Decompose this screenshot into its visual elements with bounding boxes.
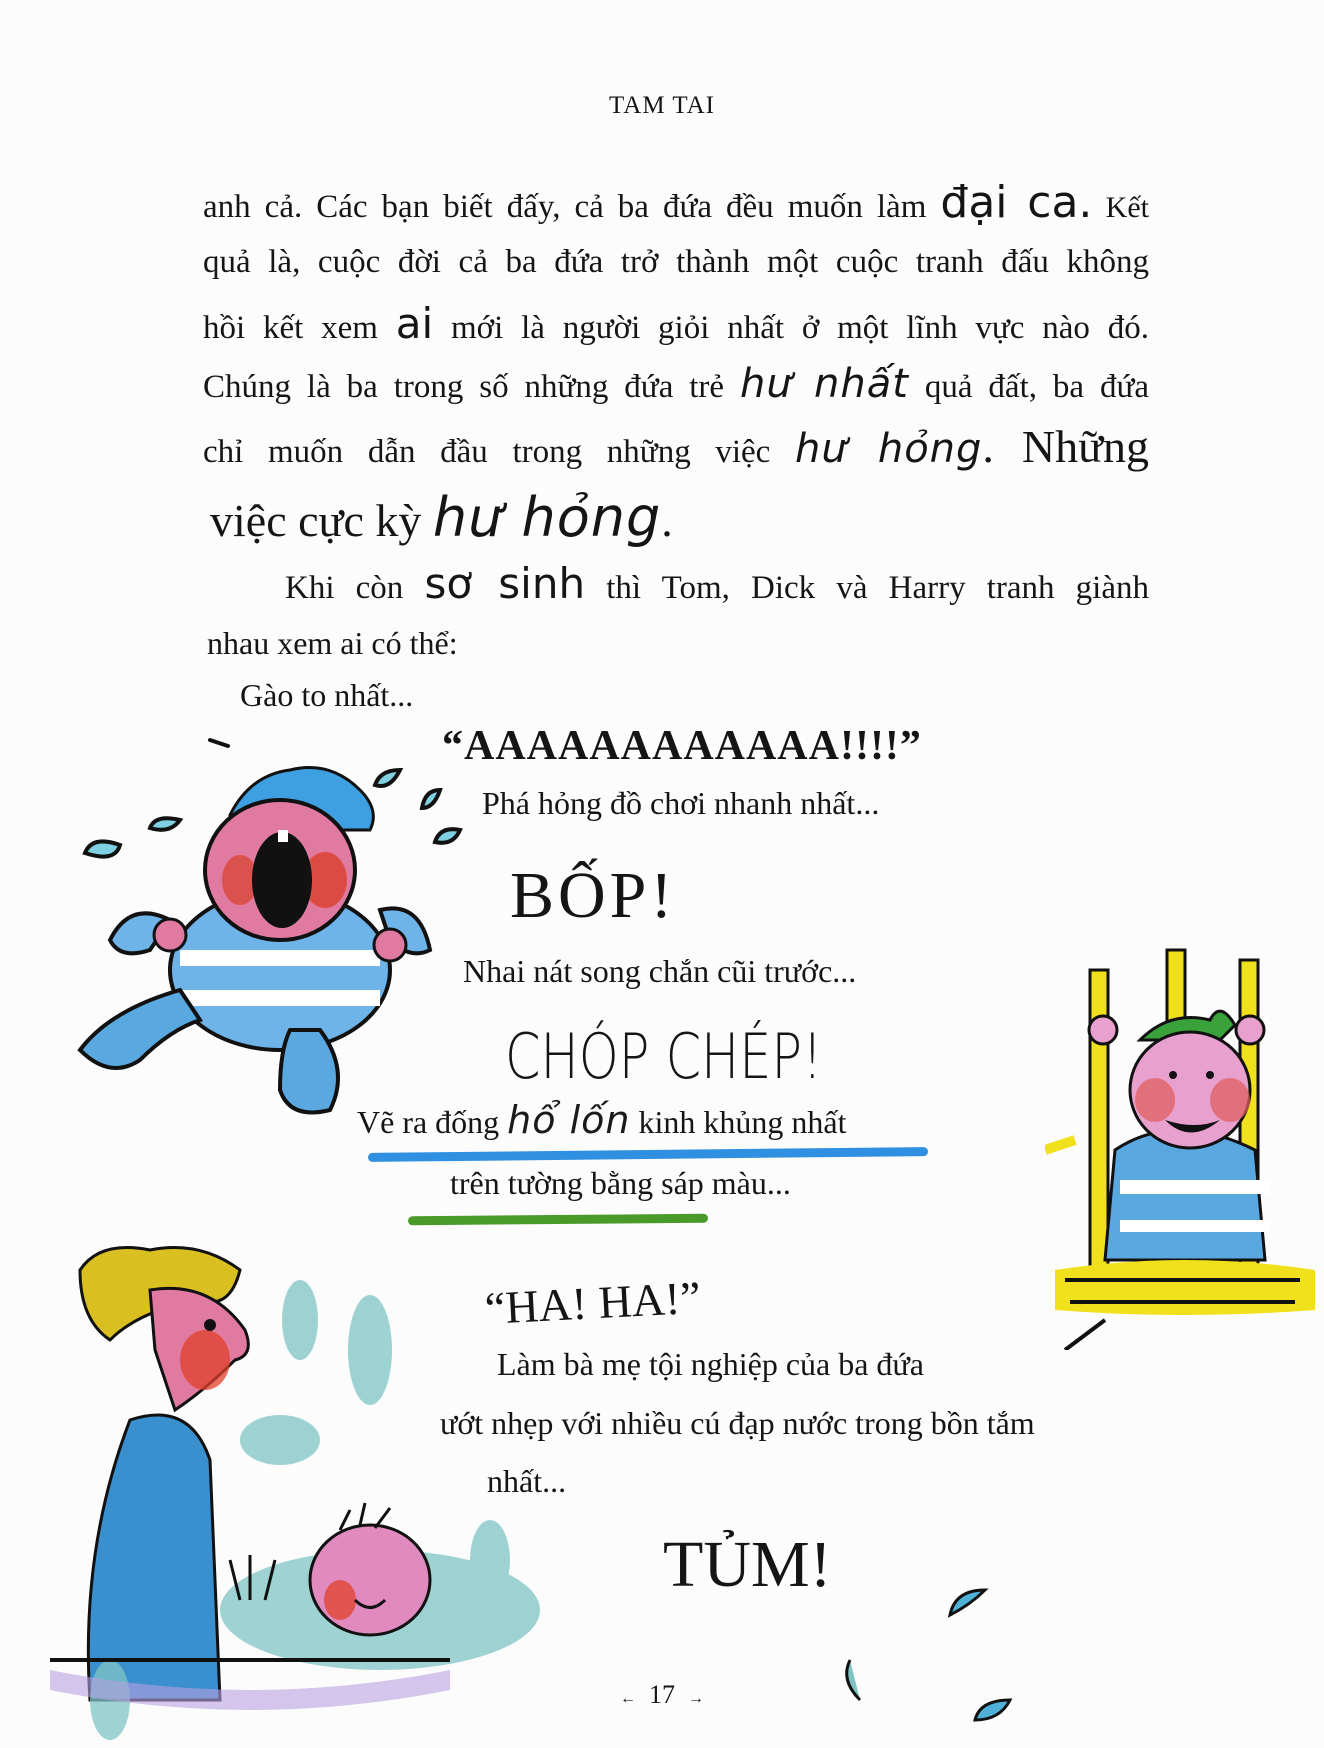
page-number-value: 17 [649, 1680, 675, 1709]
text: Vẽ ra đống [357, 1104, 508, 1140]
text: hồi kết xem [203, 310, 396, 346]
text: chỉ muốn dẫn đầu trong những việc [203, 434, 795, 470]
paragraph1-line5 [203, 421, 1149, 472]
item2-label: Phá hỏng đồ chơi nhanh nhất... [482, 785, 880, 821]
paragraph2-line1 [285, 560, 1149, 612]
paragraph1-line2: quả là, cuộc đời cả ba đứa trở thành một cuộc tranh đấu không [203, 244, 1149, 280]
text: quả đất, ba đứa [908, 369, 1149, 405]
text: thì Tom, Dick và Harry tranh giành [585, 570, 1150, 606]
crying-baby-illustration [60, 730, 480, 1130]
paragraph2-line2: nhau xem ai có thể: [207, 625, 458, 661]
item5-sound: “HA! HA!” [483, 1271, 702, 1334]
emphasis-ho-lon: hổ lốn [507, 1098, 631, 1142]
arrow-right-icon: → [688, 1690, 704, 1707]
arrow-left-icon: ← [620, 1690, 636, 1707]
paragraph1-line6 [210, 486, 673, 549]
text: . [661, 495, 673, 546]
emphasis-hu-hong-large: hư hỏng [432, 486, 662, 549]
item6-sound: TỦM! [663, 1528, 832, 1601]
item3-sound: CHÓP CHÉP! [505, 1020, 823, 1093]
emphasis-hu-hong: hư hỏng [795, 426, 983, 472]
text: việc cực kỳ [210, 495, 433, 546]
item1-sound: “AAAAAAAAAAAA!!!!” [442, 723, 922, 769]
text: Kết [1092, 191, 1149, 224]
item1-label: Gào to nhất... [240, 677, 414, 713]
running-head: TAM TAI [609, 92, 715, 119]
text: anh cả. Các bạn biết đấy, cả ba đứa đều muốn làm [203, 189, 941, 225]
green-crayon-underline [408, 1214, 708, 1226]
item6-label-line2: ướt nhẹp với nhiều cú đạp nước trong bồn tắm [440, 1405, 1035, 1441]
emphasis-dai-ca: đại ca. [940, 177, 1093, 228]
text: mới là người giỏi nhất ở một lĩnh vực nào đó. [433, 310, 1149, 346]
paragraph1-line3 [203, 299, 1149, 348]
item6-label-line1: Làm bà mẹ tội nghiệp của ba đứa [497, 1346, 924, 1382]
paragraph1-line4 [203, 361, 1149, 407]
emphasis-so-sinh: sơ sinh [424, 559, 586, 608]
item6-label-line3: nhất... [487, 1463, 567, 1499]
text: Khi còn [285, 570, 425, 606]
emphasis-hu-nhat: hư nhất [739, 361, 909, 407]
text: . Những [982, 421, 1149, 472]
water-drop-icons [820, 1580, 1120, 1740]
baby-in-crib-illustration [1045, 930, 1324, 1350]
mother-bathtub-illustration [50, 1230, 550, 1748]
emphasis-ai: ai [395, 299, 434, 348]
text: Chúng là ba trong số những đứa trẻ [203, 369, 740, 405]
item4-label-line2: trên tường bằng sáp màu... [450, 1165, 791, 1201]
paragraph1-line1 [203, 177, 1149, 228]
text: kinh khủng nhất [630, 1104, 847, 1140]
item3-label: Nhai nát song chắn cũi trước... [463, 953, 857, 989]
blue-crayon-underline [368, 1147, 928, 1162]
item2-sound: BỐP! [510, 859, 677, 932]
